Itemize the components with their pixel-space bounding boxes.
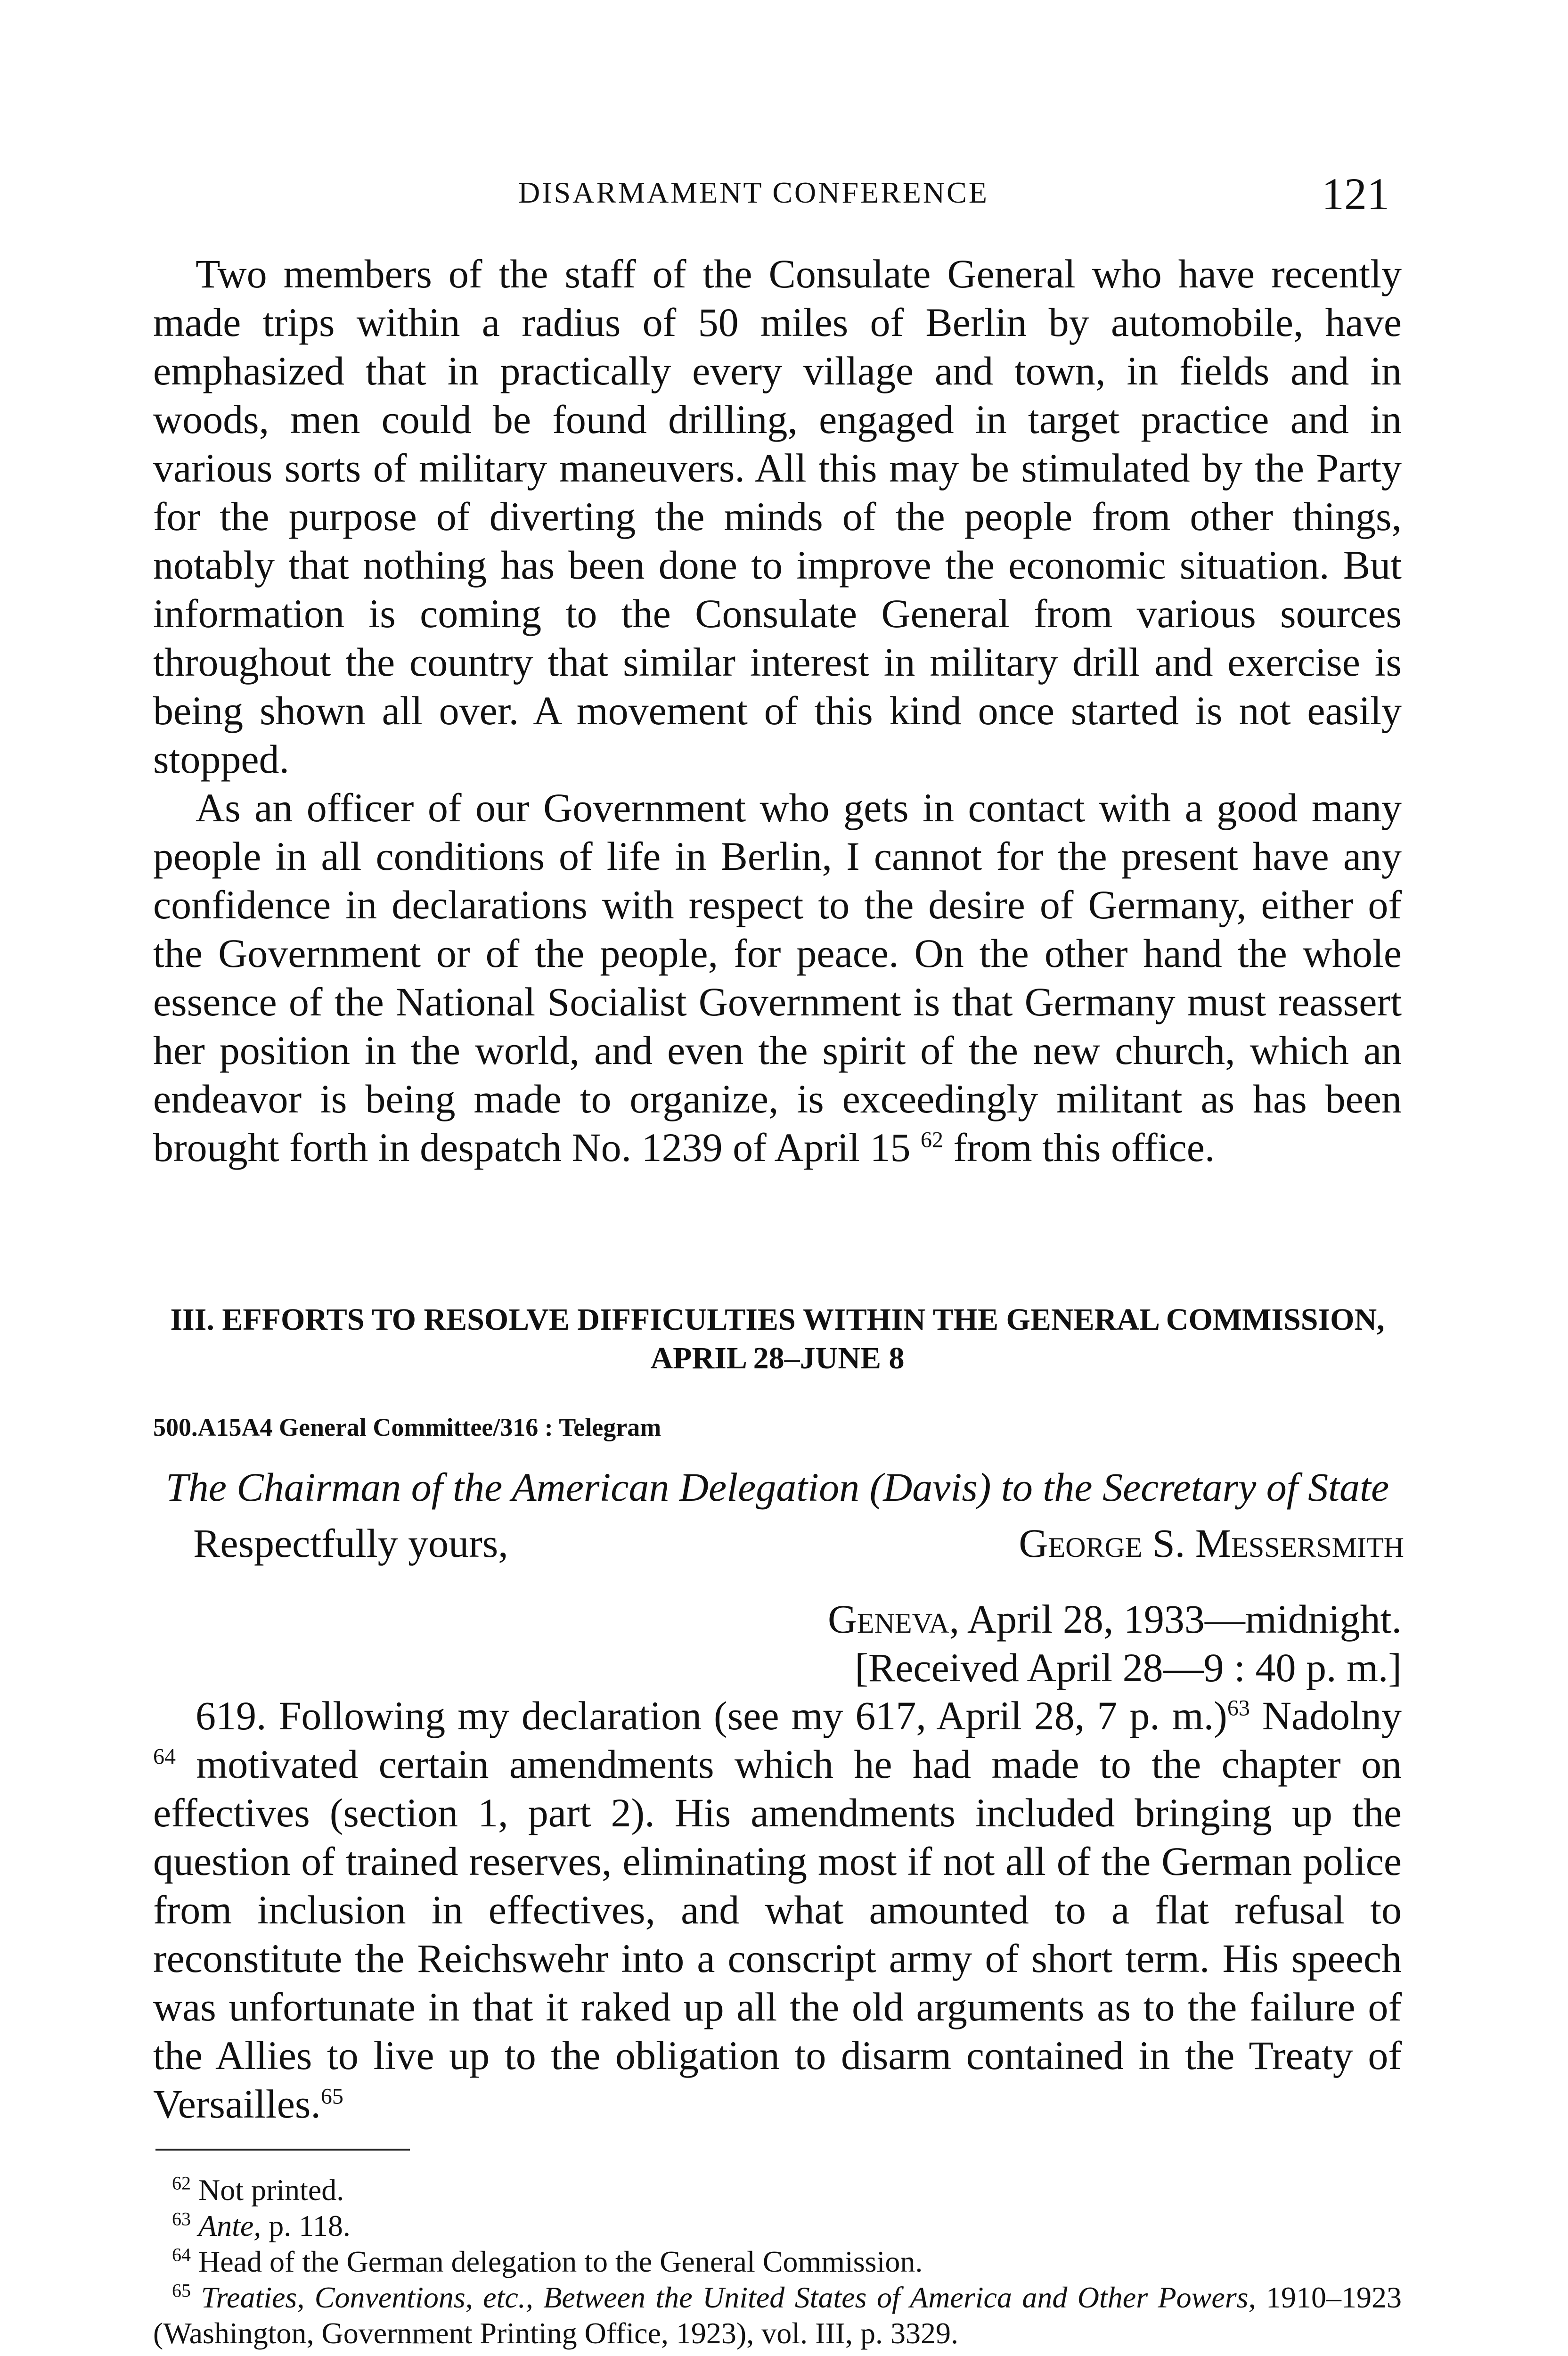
footnotes <box>153 2172 1402 2351</box>
footnote-64 <box>153 2244 1402 2280</box>
footnote-divider <box>155 2149 410 2151</box>
paragraph-2-text: As an officer of our Government who gets in contact with a good many people in all conditions of life in Berlin, I cannot for the present have any confidence in declarations with respect to the desire of Germany, either of the Government or of the people, for peace. On the other hand the whole essence of the National Socialist Government is that Germany must reassert her position in the world, and even the spirit of the new church, which an endeavor is being made to organize, is exceedingly militant as has been brought forth in despatch No. 1239 of April 15 <box>153 785 1402 1170</box>
telegram-text-c: motivated certain amendments which he had made to the chapter on effectives (section 1, part 2). His amendments included bringing up the question of trained reserves, eliminating most if not all of the German police from inclusion in effectives, and what amounted to a flat refusal to reconstitute the Reichswehr into a conscript army of short term. His speech was unfortunate in that it raked up all the old arguments as to the failure of the Allies to live up to the obligation to disarm contained in the Treaty of Versailles. <box>153 1742 1402 2127</box>
footnote-ref-63: 63 <box>1227 1695 1250 1721</box>
footnote-text: p. 118. <box>269 2209 351 2242</box>
footnote-italic-text: Treaties, Conventions, etc., Between the United States of America and Other Powers, <box>201 2281 1256 2314</box>
paragraph-2 <box>153 784 1402 1172</box>
footnote-62 <box>153 2172 1402 2208</box>
paragraph-2-tail: from this office. <box>953 1125 1215 1170</box>
footnote-italic-text: Ante, <box>198 2209 261 2242</box>
telegram-paragraph <box>153 1692 1402 2128</box>
footnote-text: Not printed. <box>198 2173 344 2207</box>
footnote-mark: 63 <box>172 2208 191 2230</box>
date-line <box>506 1595 1402 1644</box>
footnote-mark: 65 <box>172 2280 191 2301</box>
section-heading: III. EFFORTS TO RESOLVE DIFFICULTIES WITHIN THE GENERAL COMMISSION, APRIL 28–JUNE 8 <box>170 1302 1385 1375</box>
page-number: 121 <box>1322 169 1389 219</box>
footnote-ref-65: 65 <box>320 2084 343 2109</box>
running-head <box>0 170 1568 221</box>
telegram-body <box>153 1692 1402 2128</box>
place: Geneva, <box>827 1596 960 1642</box>
running-title: DISARMAMENT CONFERENCE <box>518 176 989 209</box>
footnote-ref-64: 64 <box>153 1744 176 1769</box>
telegram-text-b: Nadolny <box>1262 1693 1402 1738</box>
received-line: [Received April 28—9 : 40 p. m.] <box>855 1645 1402 1690</box>
closing: Respectfully yours, <box>193 1521 508 1566</box>
signature: George S. Messersmith <box>1019 1521 1404 1566</box>
document-title: The Chairman of the American Delegation (Davis) to the Secretary of State <box>165 1464 1389 1510</box>
file-reference: 500.A15A4 General Committee/316 : Telegram <box>153 1413 662 1441</box>
footnote-65 <box>153 2280 1402 2351</box>
telegram-text-a: 619. Following my declaration (see my 617, April 28, 7 p. m.) <box>196 1693 1227 1738</box>
footnote-ref-62: 62 <box>921 1127 944 1153</box>
letter-body <box>153 250 1402 1172</box>
footnote-63 <box>153 2208 1402 2244</box>
dateline <box>506 1595 1402 1692</box>
closing-block <box>193 1520 1404 1571</box>
footnote-text: 1910–1923 (Washington, Government Printing Office, 1923), vol. III, p. 3329. <box>153 2281 1402 2350</box>
footnote-text: Head of the German delegation to the General Commission. <box>198 2245 923 2278</box>
date: April 28, 1933—midnight. <box>967 1596 1402 1642</box>
footnote-mark: 64 <box>172 2244 191 2266</box>
paragraph-1: Two members of the staff of the Consulate General who have recently made trips within a radius of 50 miles of Berlin by automobile, have emphasized that in practically every village and town, in fields and in woods, men could be found drilling, engaged in target practice and in various sorts of military maneuvers. All this may be stimulated by the Party for the purpose of diverting the minds of the people from other things, notably that nothing has been done to improve the economic situation. But information is coming to the Consulate General from various sources throughout the country that similar interest in military drill and exercise is being shown all over. A movement of this kind once started is not easily stopped. <box>153 251 1402 782</box>
footnote-mark: 62 <box>172 2172 191 2194</box>
